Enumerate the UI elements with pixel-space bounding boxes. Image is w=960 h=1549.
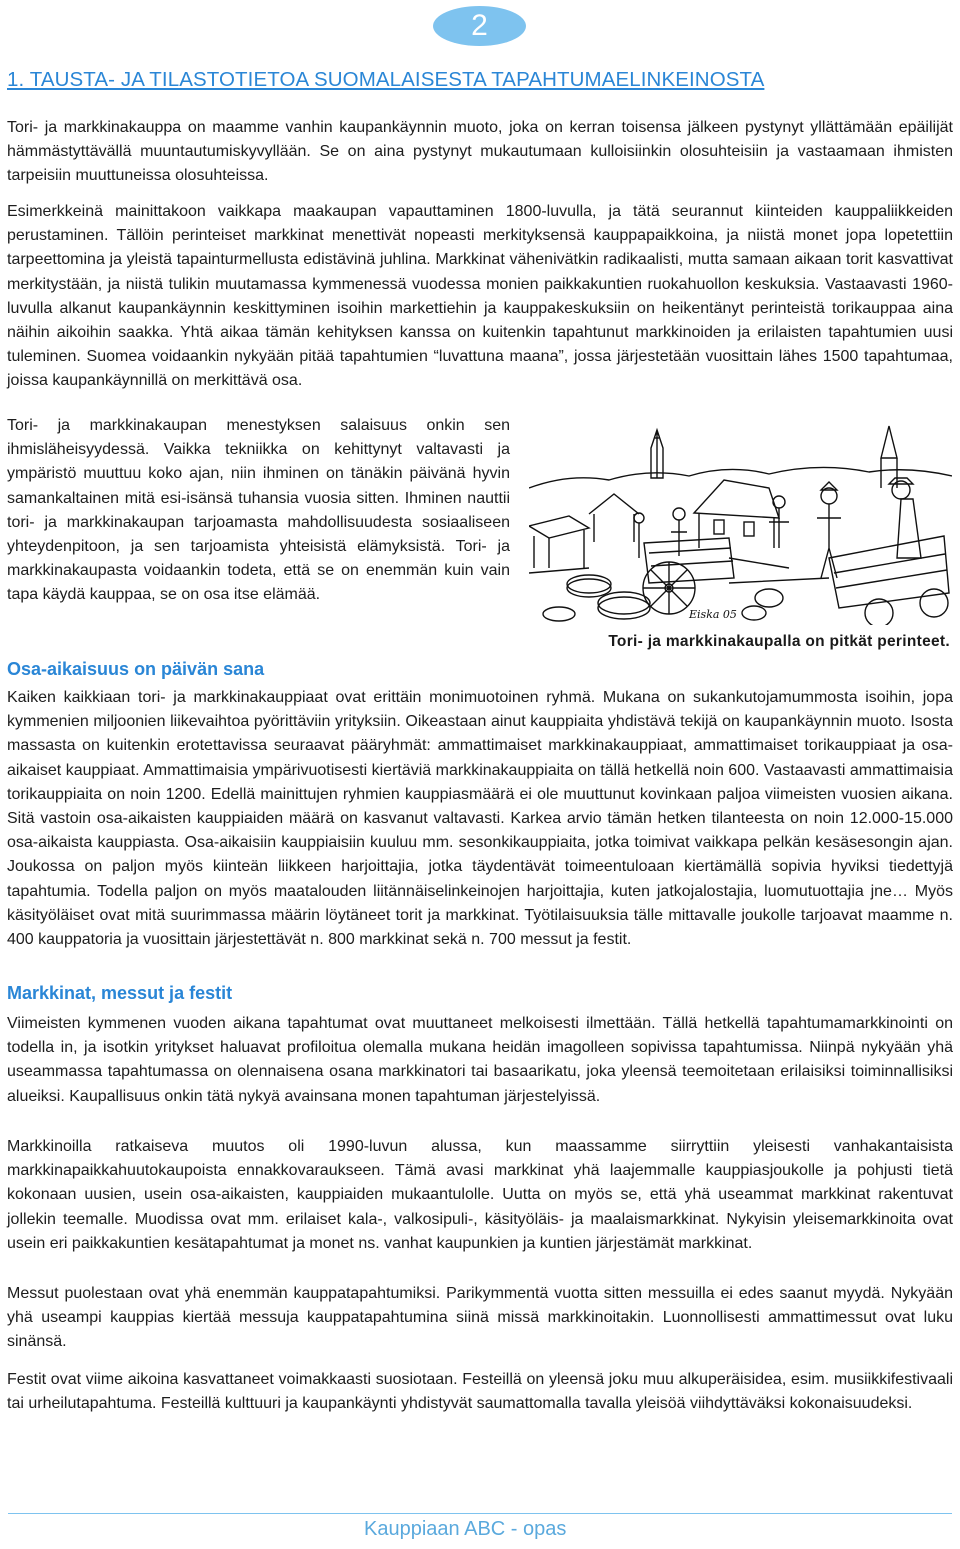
page-number-badge: 2 xyxy=(433,6,526,46)
footer-title: Kauppiaan ABC - opas xyxy=(364,1518,567,1540)
intro-paragraph-2: Esimerkkeinä mainittakoon vaikkapa maakaupan vapauttaminen 1800-luvulla, ja tätä seurannut kiinteiden kauppaliikkeiden perustaminen. Tällöin perinteiset markkinat menettivät nopeasti merkityksensä kauppapaikkoina, ja niistä monet jopa lopetettiin tarpeettomina ja yleistä tapainturmellusta edistävinä juhlina. Markkinat vähenivätkin radikaalisti, mutta samaan aikaan torit kasvattivat merkitystään, ja niistä tulikin muutamassa kymmenessä vuodessa monien paikkakuntien ruokahuollon keskuksia. Vastaavasti 1960-luvulla alkanut kaupankäynnin keskittyminen isoihin markettiehin ja kauppakeskuksiin on heikentänyt perinteistä torikauppaa aina näihin aikoihin saakka. Yhtä aikaa tämän kehityksen kanssa on kuitenkin tapahtunut markkinoiden ja erilaisten tapahtumien uusi tuleminen. Suomea voidaankin nykyään pitää tapahtumien “luvattuna maana”, jossa järjestetään vuosittain lähes 1500 tapahtumaa, joissa kaupankäynnillä on merkittävä osa. xyxy=(7,203,953,390)
intro-paragraph-3: Tori- ja markkinakaupan menestyksen salaisuus onkin sen ihmisläheisyydessä. Vaikka tekniikka on kehittynyt valtavasti ja ympäristö muuttuu koko ajan, niin ihminen on tänäkin päivänä hyvin samankaltainen mitä esi-isänsä tuhansia vuosia sitten. Ihminen nauttii tori- ja markkinakaupan tarjoamasta mahdollisuudesta sosiaaliseen yhteydenpitoon, ja sen tarjoamista yhteisistä elämyksistä. Tori- ja markkinakaupasta voidaankin todeta, että se on enemmän kuin vain tapa käydä kauppaa, se on osa itse elämää. xyxy=(7,417,510,604)
illustration-signature: Eiska 05 xyxy=(689,608,737,621)
section2-paragraph-1: Viimeisten kymmenen vuoden aikana tapahtumat ovat muuttaneet melkoisesti ilmettään. Tällä hetkellä tapahtumamarkkinointi on todella in, ja isotkin yritykset haluavat profiloitua olemalla mukana heidän imagolleen sopivissa tapahtumissa. Niinpä nykyään yhä useammassa tapahtumassa on olennaisena osana markkinatori tai basaarikatu, joka yleensä teemoitetaan erilaisiksi toiminnallisiksi alueiksi. Kaupallisuus onkin tätä nykyä avainsana monen tapahtuman järjestelyissä. xyxy=(7,1015,953,1105)
section-heading-markkinat: Markkinat, messut ja festit xyxy=(7,983,233,1003)
section2-paragraph-2: Markkinoilla ratkaiseva muutos oli 1990-luvun alussa, kun maassamme siirryttiin yleisesti vanhakantaisista markkinapaikkahuutokaupoista ennakkovaraukseen. Tämä avasi markkinat yhä laajemmalle kauppiasjoukolle ja pohjusti tietä kokonaan uusien, usein osa-aikaisten, kauppiaiden mukaantulolle. Uutta on myös se, että yhä useammat markkinat rakentuvat jollekin teemalle. Muodissa ovat mm. erilaiset kala-, valkosipuli-, käsityöläis- ja maalaismarkkinat. Nykyisin yleisemarkkinoita ovat usein eri paikkakuntien kesätapahtumat ja monet ns. vanhat kaupunkien ja kuntien järjestämät markkinat. xyxy=(7,1138,953,1252)
footer-divider xyxy=(8,1513,952,1514)
section2-paragraph-3: Messut puolestaan ovat yhä enemmän kauppatapahtumiksi. Parikymmentä vuotta sitten messuilla ei edes saanut myydä. Nykyään yhä useampi kauppias kiertää messuja kauppatapahtumina siinä missä markkinoitakin. Luonnollisesti ammattimessut ovat luku sinänsä. xyxy=(7,1285,953,1351)
section2-paragraph-4: Festit ovat viime aikoina kasvattaneet voimakkaasti suosiotaan. Festeillä on yleensä joku muu alkuperäisidea, esim. musiikkifestivaali tai urheilutapahtuma. Festeillä kulttuuri ja kaupankäynti yhdistyvät saumattomalla tavalla yleisöä viihdyttäväksi kokonaisuudeksi. xyxy=(7,1371,953,1413)
page-title: 1. TAUSTA- JA TILASTOTIETOA SUOMALAISESTA TAPAHTUMAELINKEINOSTA xyxy=(7,68,765,91)
section1-paragraph-1: Kaiken kaikkiaan tori- ja markkinakauppiaat ovat erittäin monimuotoinen ryhmä. Mukana on sukankutojamummosta isoihin, jopa kymmenien miljoonien liikevaihtoa pyörittäviin yrityksiin. Oikeastaan ainut kauppiaita yhdistävä tekijä on kaupankäynnin muoto. Isosta massasta on kuitenkin erotettavissa seuraavat pääryhmät: ammattimaiset markkinakauppiaat, ammattimaiset torikauppiaat ja osa-aikaiset kauppiaat. Ammattimaisia ympärivuotisesti kiertäviä markkinakauppiaita on tällä hetkellä noin 600. Vastaavasti ammattimaisia torikauppiaita on noin 1200. Edellä mainittujen ryhmien kauppiasmäärä ei ole muuttunut kovinkaan paljoa viimeisten vuosien aikana. Sitä vastoin osa-aikaisten kauppiaiden määrä on kasvanut valtavasti. Karkea arvio tämän hetken tilanteesta on noin 12.000-15.000 osa-aikaista kauppiasta. Osa-aikaisiin kauppiaisiin kuuluu mm. sesonkikauppiaita, jotka toimivat vaikkapa pelkän kesäsesongin ajan. Joukossa on paljon myös kiinteän liikkeen harjoittajia, jotka täydentävät toimeentuloaan kiertämällä sopivia hyviksi tiedettyjä tapahtumia. Todella paljon on myös maatalouden liitännäiselinkeinojen harjoittajia, kuten jatkojalostajia, luomutuottajia jne… Myös käsityöläiset ovat mitä suurimmassa määrin löytäneet torit ja markkinat. Työtilaisuuksia tälle mittavalle joukolle tarjoavat maamme n. 400 kauppatoria ja vuosittain järjestettävät n. 800 markkinat sekä n. 700 messut ja festit. xyxy=(7,689,953,949)
illustration-caption: Tori- ja markkinakaupalla on pitkät perinteet. xyxy=(608,633,950,650)
section-heading-osa-aikaisuus: Osa-aikaisuus on päivän sana xyxy=(7,659,265,679)
market-illustration xyxy=(529,418,952,625)
intro-paragraph-1: Tori- ja markkinakauppa on maamme vanhin kaupankäynnin muoto, joka on kerran toisensa jälkeen pystynyt yllättämään epäilijät hämmästyttävällä muuntautumiskyvyllään. Se on aina pystynyt mukautumaan kulloisiinkin olosuhteisiin ja vastaamaan ihmisten tarpeisiin muuttuneissa olosuhteissa. xyxy=(7,119,953,185)
